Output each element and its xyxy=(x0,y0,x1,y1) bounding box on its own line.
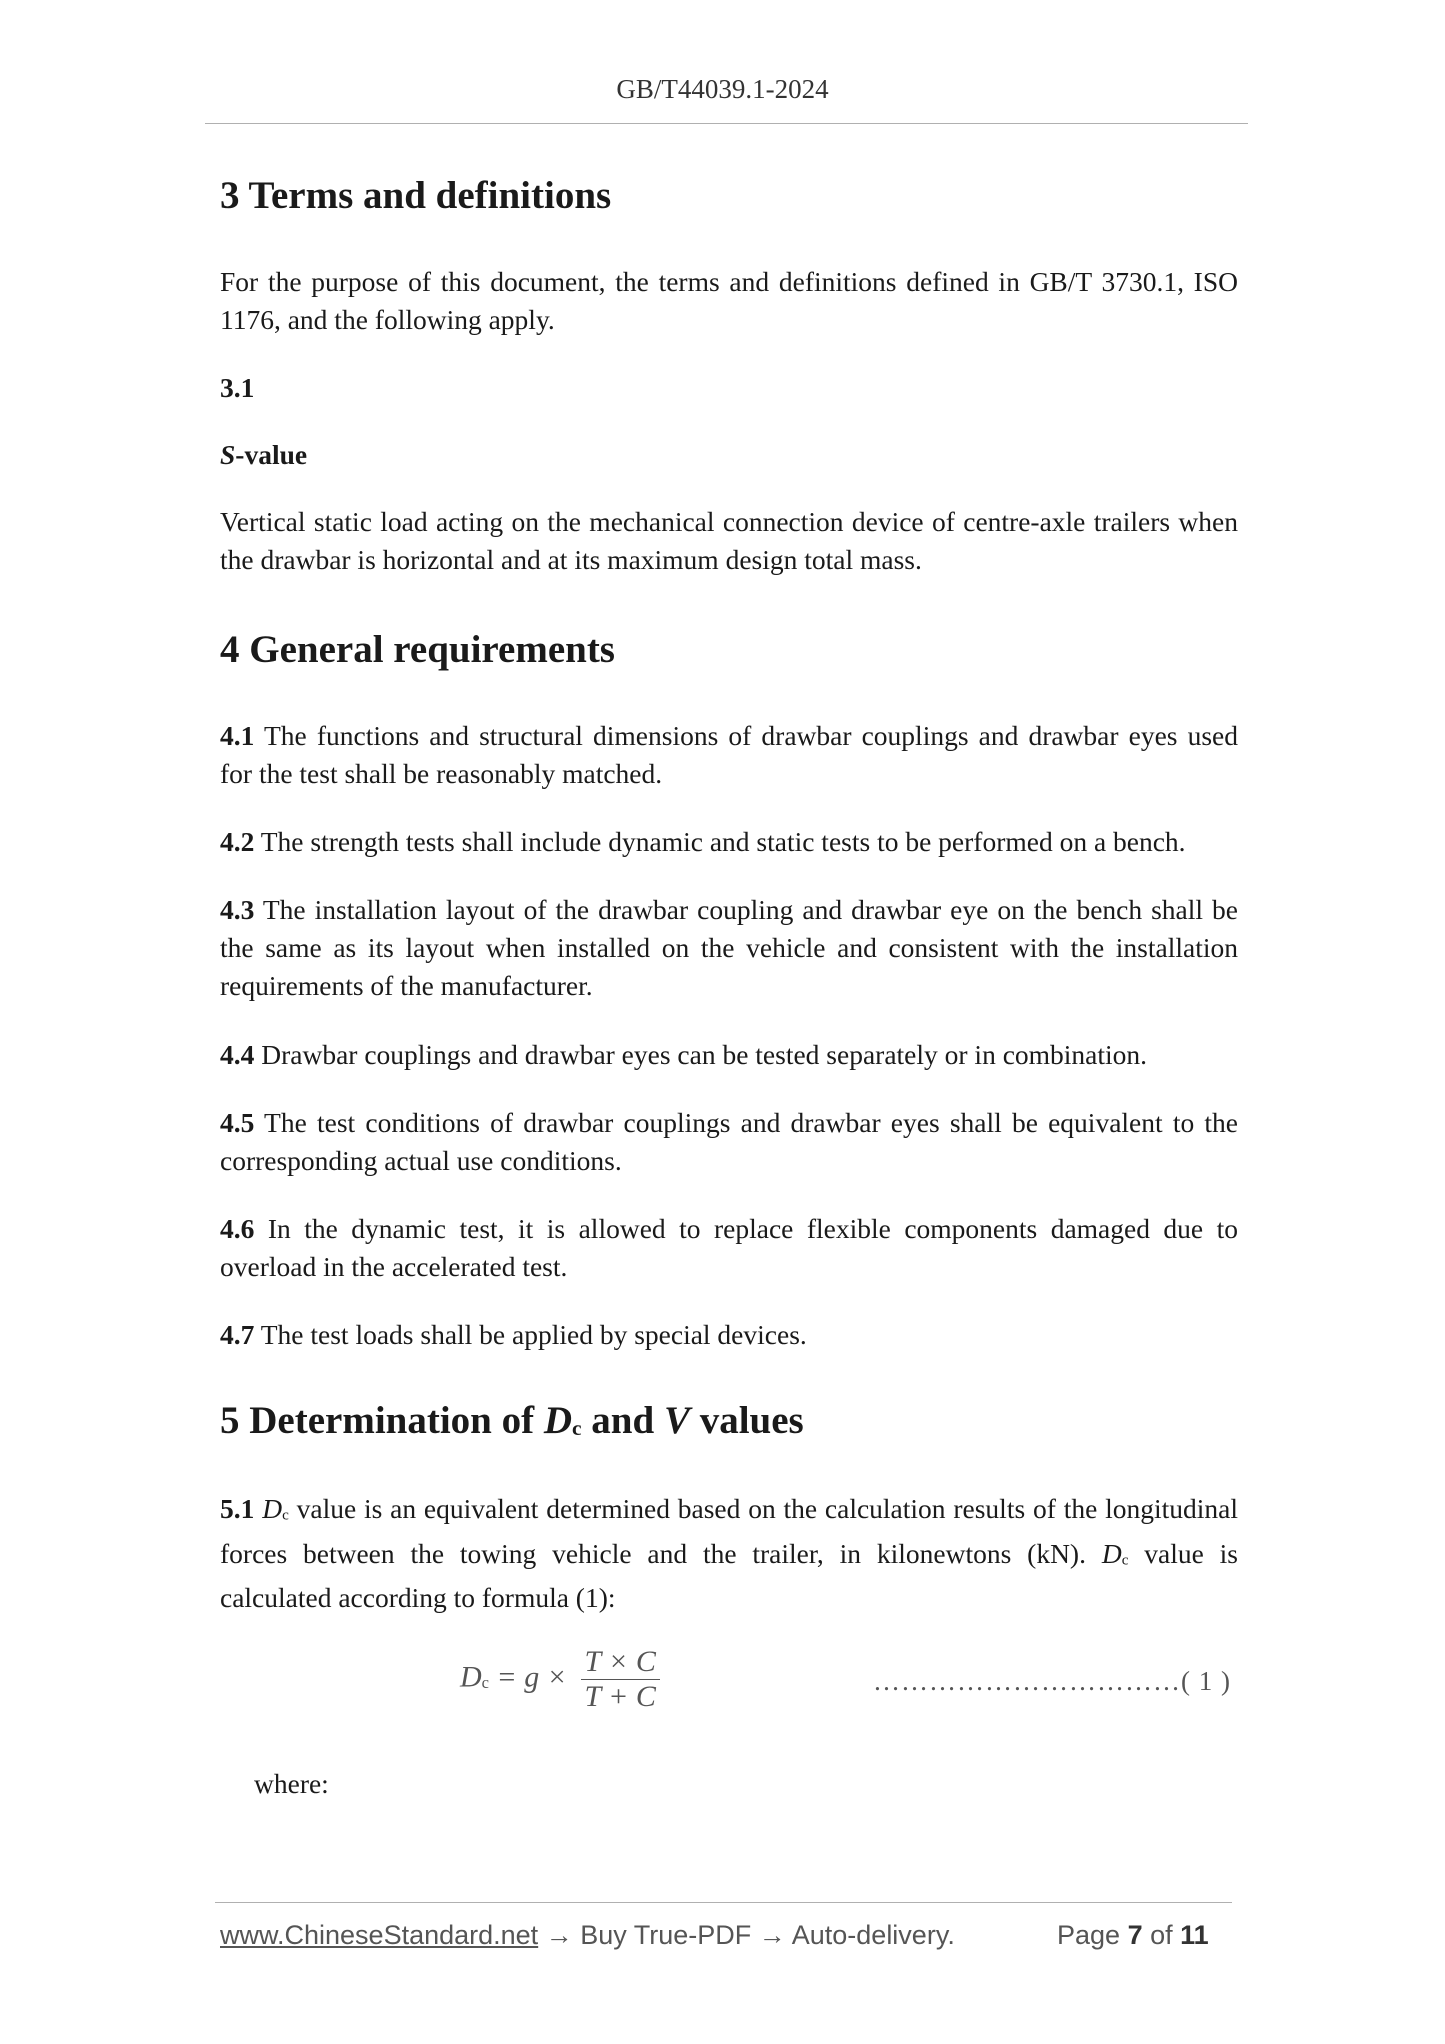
symbol-d: D xyxy=(262,1493,283,1524)
where-label: where: xyxy=(254,1768,329,1799)
clause-text: Drawbar couplings and drawbar eyes can be tested separately or in combination. xyxy=(254,1039,1148,1070)
header-divider xyxy=(205,123,1248,124)
website-link[interactable]: www.ChineseStandard.net xyxy=(220,1920,539,1950)
clause-5-1 xyxy=(220,1490,1238,1617)
heading-symbol-v: V xyxy=(663,1399,690,1442)
page-total: 11 xyxy=(1180,1920,1209,1950)
clause-number: 4.5 xyxy=(220,1107,255,1138)
clause-number: 4.7 xyxy=(220,1319,255,1350)
clause-number: 4.6 xyxy=(220,1213,255,1244)
term-title xyxy=(220,439,307,471)
clause-text: The test loads shall be applied by special devices. xyxy=(254,1319,807,1350)
section-3-heading: 3 Terms and definitions xyxy=(220,174,612,217)
term-definition: Vertical static load acting on the mechanical connection device of centre-axle trailers when the drawbar is horizontal and at its maximum design total mass. xyxy=(220,506,1238,575)
page-of: of xyxy=(1142,1920,1181,1950)
equation-leader-dots: …………………………… xyxy=(873,1666,1181,1696)
footer-promo xyxy=(220,1920,955,1951)
section-5-heading xyxy=(220,1398,804,1443)
page-current: 7 xyxy=(1127,1920,1143,1950)
clause-4-7 xyxy=(220,1316,1238,1354)
equation-label: ( 1 ) xyxy=(1181,1666,1231,1696)
heading-part: values xyxy=(689,1399,804,1442)
clause-number: 4.1 xyxy=(220,720,255,751)
clause-4-3 xyxy=(220,891,1238,1005)
clause-number: 4.2 xyxy=(220,826,255,857)
heading-symbol-d: D xyxy=(543,1399,573,1442)
term-suffix: -value xyxy=(235,439,308,470)
clause-number: 5.1 xyxy=(220,1493,255,1524)
clause-number: 4.3 xyxy=(220,894,255,925)
clause-text: The functions and structural dimensions of drawbar couplings and drawbar eyes used for the test shall be reasonably matched. xyxy=(220,720,1238,789)
heading-part: 5 Determination of xyxy=(220,1399,544,1442)
formula-lhs-subscript: c xyxy=(481,1673,489,1693)
clause-text: The test conditions of drawbar couplings and drawbar eyes shall be equivalent to the corresponding actual use conditions. xyxy=(220,1107,1238,1176)
clause-number: 4.4 xyxy=(220,1039,255,1070)
footer-divider xyxy=(215,1902,1232,1903)
equation-number xyxy=(873,1666,1231,1697)
page-word: Page xyxy=(1057,1920,1128,1950)
page-indicator xyxy=(1057,1920,1209,1951)
symbol-subscript: c xyxy=(282,1507,289,1524)
formula-operator: = g × xyxy=(489,1660,575,1694)
formula-numerator: T × C xyxy=(581,1645,660,1680)
section-4-heading: 4 General requirements xyxy=(220,628,615,671)
formula-denominator: T + C xyxy=(584,1680,656,1713)
clause-4-1 xyxy=(220,717,1238,793)
heading-subscript: c xyxy=(572,1416,582,1441)
formula-lhs: D xyxy=(460,1660,482,1694)
running-header: GB/T44039.1-2024 xyxy=(616,74,829,104)
clause-4-5 xyxy=(220,1104,1238,1180)
clause-text: value is calculated according to formula (1): xyxy=(220,1537,1238,1613)
term-number: 3.1 xyxy=(220,372,255,403)
formula-fraction xyxy=(581,1645,660,1714)
clause-text: The installation layout of the drawbar coupling and drawbar eye on the bench shall be the same as its layout when installed on the vehicle and consistent with the installation requirements of the manufacturer. xyxy=(220,894,1238,1001)
section-3-intro: For the purpose of this document, the terms and definitions defined in GB/T 3730.1, ISO 1176, and the following apply. xyxy=(220,266,1238,335)
clause-text: In the dynamic test, it is allowed to replace flexible components damaged due to overload in the accelerated test. xyxy=(220,1213,1238,1282)
clause-text: The strength tests shall include dynamic and static tests to be performed on a bench. xyxy=(254,826,1186,857)
term-symbol: S xyxy=(220,439,236,470)
footer-tagline: → Buy True-PDF → Auto-delivery. xyxy=(538,1920,955,1950)
clause-4-6 xyxy=(220,1210,1238,1286)
heading-part: and xyxy=(581,1399,664,1442)
clause-4-4 xyxy=(220,1036,1238,1074)
symbol-d: D xyxy=(1101,1537,1122,1569)
clause-text: value is an equivalent determined based on the calculation results of the longitudinal forces between the towing vehicle and the trailer, in kilonewtons (kN). xyxy=(220,1493,1239,1569)
symbol-subscript: c xyxy=(1121,1552,1129,1568)
formula-1 xyxy=(460,1645,660,1714)
clause-4-2 xyxy=(220,823,1238,861)
